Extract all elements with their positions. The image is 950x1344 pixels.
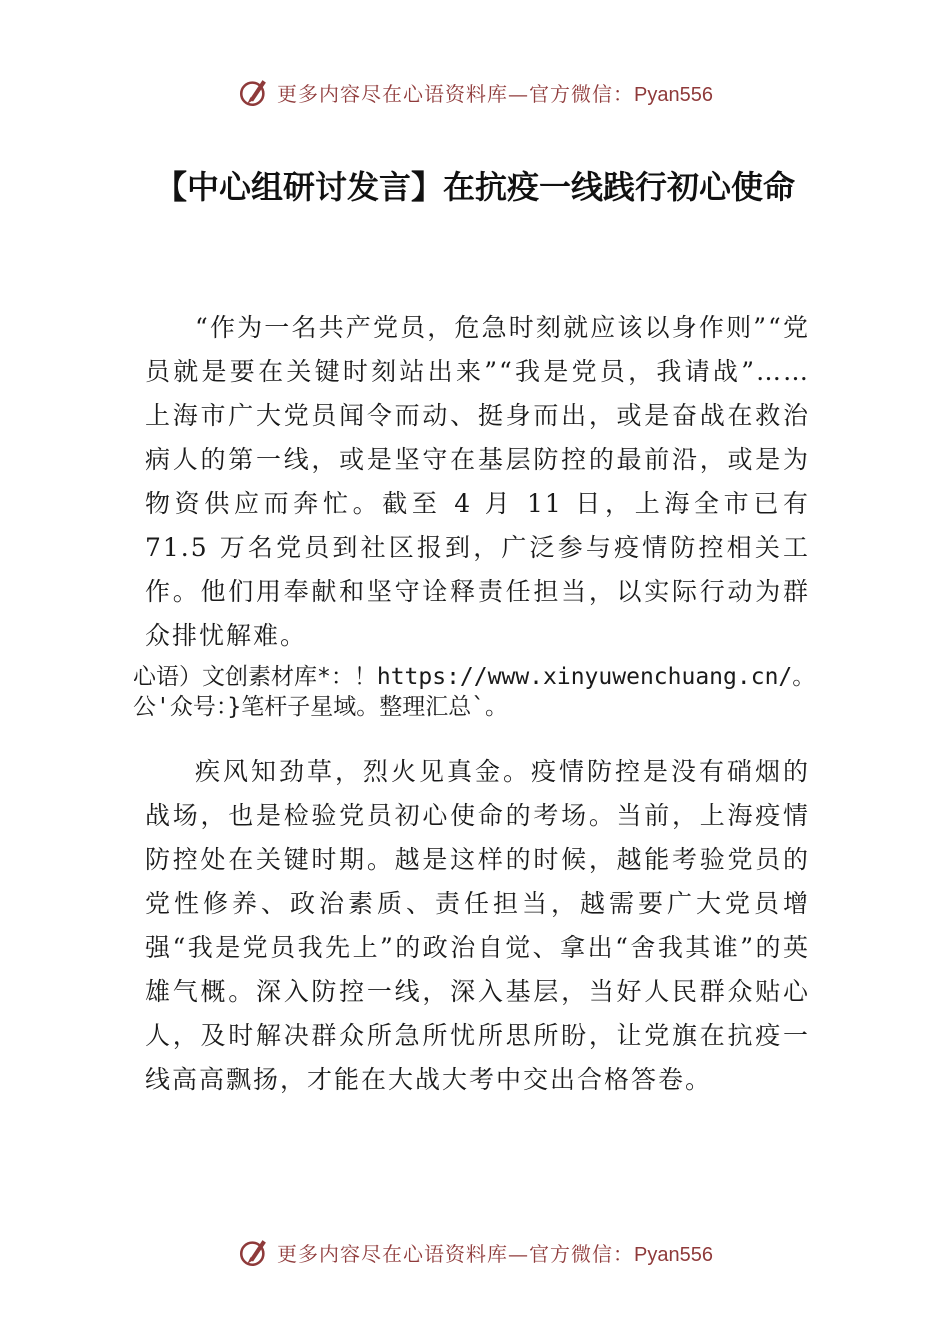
inline-watermark-text: 心语）文创素材库*：！https://www.xinyuwenchuang.cn/。公'众号：}笔杆子星域。整理汇总`。 <box>133 664 816 720</box>
header-wechat-handle: Pyan556 <box>634 83 713 106</box>
document-title: 【中心组研讨发言】在抗疫一线践行初心使命 <box>154 168 795 206</box>
quill-pen-logo-icon <box>237 75 271 109</box>
body-paragraph-2: 疾风知劲草，烈火见真金。疫情防控是没有硝烟的战场，也是检验党员初心使命的考场。当前，上海疫情防控处在关键时期。越是这样的时候，越能考验党员的党性修养、政治素质、责任担当，越需要广大党员增强“我是党员我先上”的政治自觉、拿出“舍我其谁”的英雄气概。深入防控一线，深入基层，当好人民群众贴心人，及时解决群众所急所忧所思所盼，让党旗在抗疫一线高高飘扬，才能在大战大考中交出合格答卷。 <box>145 757 810 1094</box>
header-banner-text: 更多内容尽在心语资料库—官方微信：Pyan556 <box>277 81 713 106</box>
header-banner <box>0 72 950 112</box>
footer-banner <box>0 1232 950 1272</box>
footer-banner-text: 更多内容尽在心语资料库—官方微信：Pyan556 <box>277 1241 713 1266</box>
body-paragraph-1: “作为一名共产党员，危急时刻就应该以身作则”“党员就是要在关键时刻站出来”“我是党员，我请战”……上海市广大党员闻令而动、挺身而出，或是奋战在救治病人的第一线，或是坚守在基层防控的最前沿，或是为物资供应而奔忙。截至 4 月 11 日，上海全市已有 71.5 万名党员到社区报到，广泛参与疫情防控相关工作。他们用奉献和坚守诠释责任担当，以实际行动为群众排忧解难。 <box>145 313 810 650</box>
footer-wechat-handle: Pyan556 <box>634 1243 713 1266</box>
quill-pen-logo-icon <box>237 1235 271 1269</box>
